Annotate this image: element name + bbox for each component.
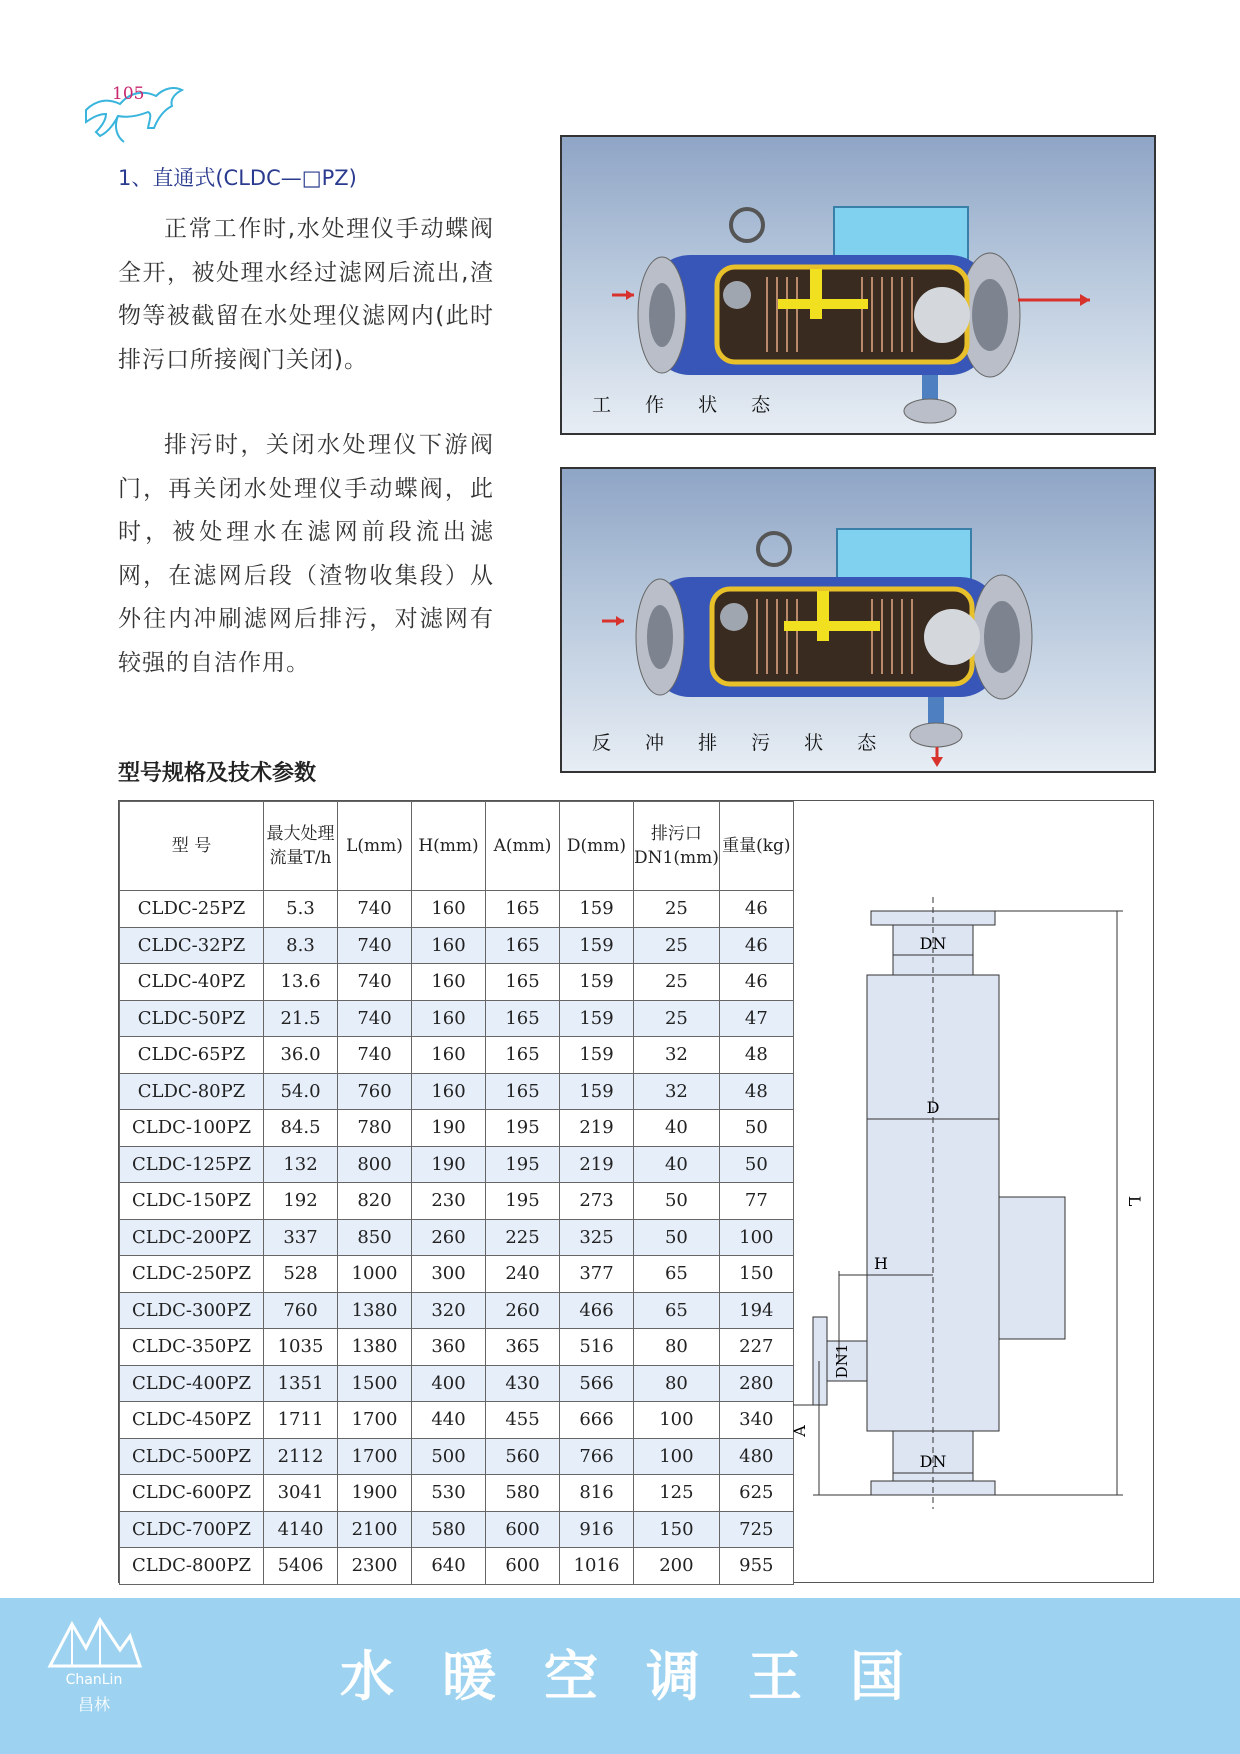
cell-value: 50: [719, 1146, 793, 1183]
cell-value: 2112: [264, 1438, 338, 1475]
cell-model: CLDC-300PZ: [120, 1292, 264, 1329]
cell-value: 65: [634, 1292, 720, 1329]
cell-model: CLDC-150PZ: [120, 1183, 264, 1220]
paragraph-backflush: 排污时，关闭水处理仪下游阀门，再关闭水处理仪手动蝶阀，此时，被处理水在滤网前段流出滤网，在滤网后段（渣物收集段）从外往内冲刷滤网后排污，对滤网有较强的自洁作用。: [118, 432, 494, 676]
spec-table: [119, 801, 794, 1585]
cell-value: 625: [719, 1475, 793, 1512]
cell-value: 150: [719, 1256, 793, 1293]
cell-value: 100: [634, 1402, 720, 1439]
table-row: [120, 1511, 794, 1548]
cell-value: 916: [560, 1511, 634, 1548]
cell-value: 227: [719, 1329, 793, 1366]
cell-value: 230: [412, 1183, 486, 1220]
cell-value: 165: [486, 1073, 560, 1110]
label-h: H: [874, 1254, 888, 1273]
cell-value: 54.0: [264, 1073, 338, 1110]
cell-value: 740: [338, 1000, 412, 1037]
cell-value: 195: [486, 1146, 560, 1183]
cell-value: 13.6: [264, 964, 338, 1001]
cell-value: 1900: [338, 1475, 412, 1512]
label-dn-bottom: DN: [919, 1452, 947, 1471]
cell-value: 600: [486, 1511, 560, 1548]
cell-model: CLDC-700PZ: [120, 1511, 264, 1548]
cell-value: 46: [719, 927, 793, 964]
filter-vessel-illustration: [562, 137, 1154, 433]
cell-model: CLDC-200PZ: [120, 1219, 264, 1256]
backflush-state-caption: 反 冲 排 污 状 态: [592, 732, 891, 754]
cell-value: 50: [634, 1219, 720, 1256]
cell-value: 725: [719, 1511, 793, 1548]
cell-value: 165: [486, 1000, 560, 1037]
cell-value: 455: [486, 1402, 560, 1439]
cell-value: 32: [634, 1037, 720, 1074]
cell-value: 50: [719, 1110, 793, 1147]
spec-title: 型号规格及技术参数: [118, 761, 317, 786]
cell-value: 480: [719, 1438, 793, 1475]
header-l: L(mm): [338, 802, 412, 891]
cell-value: 300: [412, 1256, 486, 1293]
cell-value: 5.3: [264, 891, 338, 928]
cell-value: 48: [719, 1037, 793, 1074]
cell-value: 80: [634, 1365, 720, 1402]
cell-value: 159: [560, 1037, 634, 1074]
cell-model: CLDC-50PZ: [120, 1000, 264, 1037]
brand-chinese: 昌林: [77, 1695, 110, 1714]
cell-value: 280: [719, 1365, 793, 1402]
cell-value: 190: [412, 1110, 486, 1147]
cell-value: 337: [264, 1219, 338, 1256]
table-row: [120, 1548, 794, 1585]
label-l: L: [1125, 1195, 1144, 1207]
cell-value: 32: [634, 1073, 720, 1110]
cell-value: 25: [634, 1000, 720, 1037]
cell-value: 159: [560, 927, 634, 964]
cell-value: 46: [719, 964, 793, 1001]
cell-model: CLDC-125PZ: [120, 1146, 264, 1183]
backflush-state-image: [560, 467, 1156, 773]
cell-value: 740: [338, 927, 412, 964]
spec-panel: [118, 800, 1154, 1583]
cell-value: 159: [560, 891, 634, 928]
horse-logo-icon: [78, 70, 188, 150]
cell-value: 766: [560, 1438, 634, 1475]
table-row: [120, 1183, 794, 1220]
table-row: [120, 1438, 794, 1475]
cell-model: CLDC-350PZ: [120, 1329, 264, 1366]
cell-value: 850: [338, 1219, 412, 1256]
page-number-logo: [78, 70, 188, 150]
spec-table-body: [120, 891, 794, 1585]
cell-value: 3041: [264, 1475, 338, 1512]
cell-value: 816: [560, 1475, 634, 1512]
table-row: [120, 1402, 794, 1439]
cell-value: 4140: [264, 1511, 338, 1548]
cell-value: 160: [412, 891, 486, 928]
cell-value: 40: [634, 1110, 720, 1147]
cell-value: 192: [264, 1183, 338, 1220]
cell-model: CLDC-100PZ: [120, 1110, 264, 1147]
cell-value: 780: [338, 1110, 412, 1147]
cell-value: 159: [560, 964, 634, 1001]
cell-value: 2100: [338, 1511, 412, 1548]
header-weight: 重量(kg): [719, 802, 793, 891]
cell-value: 40: [634, 1146, 720, 1183]
footer-banner: [0, 1598, 1240, 1754]
cell-value: 400: [412, 1365, 486, 1402]
cell-value: 1016: [560, 1548, 634, 1585]
cell-value: 165: [486, 927, 560, 964]
cell-value: 77: [719, 1183, 793, 1220]
cell-model: CLDC-600PZ: [120, 1475, 264, 1512]
cell-value: 125: [634, 1475, 720, 1512]
table-row: [120, 1256, 794, 1293]
working-state-image: [560, 135, 1156, 435]
cell-value: 65: [634, 1256, 720, 1293]
cell-value: 46: [719, 891, 793, 928]
cell-value: 8.3: [264, 927, 338, 964]
cell-value: 377: [560, 1256, 634, 1293]
table-row: [120, 891, 794, 928]
cell-value: 160: [412, 927, 486, 964]
cell-value: 955: [719, 1548, 793, 1585]
cell-value: 320: [412, 1292, 486, 1329]
cell-value: 21.5: [264, 1000, 338, 1037]
cell-value: 466: [560, 1292, 634, 1329]
cell-value: 260: [486, 1292, 560, 1329]
header-flow: 最大处理流量T/h: [264, 802, 338, 891]
brand-english: ChanLin: [65, 1672, 123, 1688]
cell-value: 1000: [338, 1256, 412, 1293]
page-number: 105: [112, 84, 145, 104]
table-row: [120, 1037, 794, 1074]
cell-value: 100: [719, 1219, 793, 1256]
cell-value: 25: [634, 891, 720, 928]
label-dn-top: DN: [919, 934, 947, 953]
footer-title: 水暖空调王国: [340, 1645, 952, 1708]
table-row: [120, 1292, 794, 1329]
cell-model: CLDC-500PZ: [120, 1438, 264, 1475]
table-row: [120, 1219, 794, 1256]
cell-value: 800: [338, 1146, 412, 1183]
header-a: A(mm): [486, 802, 560, 891]
cell-model: CLDC-450PZ: [120, 1402, 264, 1439]
cell-value: 165: [486, 1037, 560, 1074]
cell-value: 36.0: [264, 1037, 338, 1074]
cell-value: 160: [412, 964, 486, 1001]
cell-value: 1035: [264, 1329, 338, 1366]
cell-value: 195: [486, 1183, 560, 1220]
cell-value: 48: [719, 1073, 793, 1110]
cell-value: 760: [264, 1292, 338, 1329]
table-row: [120, 964, 794, 1001]
working-state-caption: 工 作 状 态: [592, 394, 785, 416]
cell-value: 440: [412, 1402, 486, 1439]
cell-value: 150: [634, 1511, 720, 1548]
cell-value: 260: [412, 1219, 486, 1256]
cell-value: 640: [412, 1548, 486, 1585]
cell-model: CLDC-800PZ: [120, 1548, 264, 1585]
table-row: [120, 1475, 794, 1512]
cell-value: 160: [412, 1073, 486, 1110]
table-row: [120, 927, 794, 964]
cell-value: 2300: [338, 1548, 412, 1585]
cell-value: 760: [338, 1073, 412, 1110]
cell-value: 325: [560, 1219, 634, 1256]
cell-value: 50: [634, 1183, 720, 1220]
label-a: A: [790, 1425, 809, 1437]
cell-value: 566: [560, 1365, 634, 1402]
cell-value: 240: [486, 1256, 560, 1293]
table-row: [120, 1146, 794, 1183]
cell-model: CLDC-40PZ: [120, 964, 264, 1001]
cell-value: 159: [560, 1000, 634, 1037]
filter-vessel-backflush-illustration: [562, 469, 1154, 771]
header-model: 型 号: [120, 802, 264, 891]
cell-value: 500: [412, 1438, 486, 1475]
cell-value: 225: [486, 1219, 560, 1256]
table-row: [120, 1329, 794, 1366]
header-h: H(mm): [412, 802, 486, 891]
cell-value: 1380: [338, 1292, 412, 1329]
cell-value: 165: [486, 964, 560, 1001]
label-d: D: [926, 1098, 940, 1117]
cell-value: 1700: [338, 1402, 412, 1439]
cell-value: 560: [486, 1438, 560, 1475]
table-row: [120, 1000, 794, 1037]
mountain-logo-icon: [46, 1610, 142, 1670]
table-row: [120, 1073, 794, 1110]
cell-value: 360: [412, 1329, 486, 1366]
label-dn1: DN1: [833, 1343, 851, 1379]
cell-value: 80: [634, 1329, 720, 1366]
cell-value: 132: [264, 1146, 338, 1183]
dimension-drawing: [783, 801, 1151, 1580]
cell-value: 165: [486, 891, 560, 928]
cell-value: 5406: [264, 1548, 338, 1585]
cell-value: 666: [560, 1402, 634, 1439]
brand-logo: [46, 1610, 142, 1720]
cell-value: 160: [412, 1000, 486, 1037]
cell-value: 1711: [264, 1402, 338, 1439]
cell-value: 194: [719, 1292, 793, 1329]
cell-value: 219: [560, 1110, 634, 1147]
cell-value: 580: [412, 1511, 486, 1548]
cell-value: 190: [412, 1146, 486, 1183]
header-d: D(mm): [560, 802, 634, 891]
cell-value: 200: [634, 1548, 720, 1585]
cell-value: 25: [634, 927, 720, 964]
cell-value: 740: [338, 1037, 412, 1074]
cell-value: 47: [719, 1000, 793, 1037]
cell-value: 219: [560, 1146, 634, 1183]
cell-model: CLDC-400PZ: [120, 1365, 264, 1402]
cell-model: CLDC-32PZ: [120, 927, 264, 964]
cell-value: 84.5: [264, 1110, 338, 1147]
paragraph-working: 正常工作时,水处理仪手动蝶阀全开，被处理水经过滤网后流出,渣物等被截留在水处理仪滤网内(此时排污口所接阀门关闭)。: [118, 216, 494, 373]
cell-value: 580: [486, 1475, 560, 1512]
cell-value: 740: [338, 891, 412, 928]
table-header-row: [120, 802, 794, 891]
cell-value: 25: [634, 964, 720, 1001]
cell-model: CLDC-65PZ: [120, 1037, 264, 1074]
cell-value: 820: [338, 1183, 412, 1220]
cell-value: 740: [338, 964, 412, 1001]
section-title: 1、直通式(CLDC—□PZ): [118, 166, 357, 190]
cell-value: 1500: [338, 1365, 412, 1402]
cell-value: 160: [412, 1037, 486, 1074]
header-dn1: 排污口DN1(mm): [634, 802, 720, 891]
cell-value: 530: [412, 1475, 486, 1512]
cell-value: 516: [560, 1329, 634, 1366]
cell-model: CLDC-25PZ: [120, 891, 264, 928]
cell-value: 273: [560, 1183, 634, 1220]
cell-value: 1351: [264, 1365, 338, 1402]
cell-value: 159: [560, 1073, 634, 1110]
cell-value: 528: [264, 1256, 338, 1293]
cell-model: CLDC-250PZ: [120, 1256, 264, 1293]
cell-value: 600: [486, 1548, 560, 1585]
cell-value: 340: [719, 1402, 793, 1439]
cell-value: 1380: [338, 1329, 412, 1366]
cell-value: 195: [486, 1110, 560, 1147]
cell-model: CLDC-80PZ: [120, 1073, 264, 1110]
cell-value: 430: [486, 1365, 560, 1402]
cell-value: 1700: [338, 1438, 412, 1475]
table-row: [120, 1365, 794, 1402]
cell-value: 100: [634, 1438, 720, 1475]
cell-value: 365: [486, 1329, 560, 1366]
table-row: [120, 1110, 794, 1147]
